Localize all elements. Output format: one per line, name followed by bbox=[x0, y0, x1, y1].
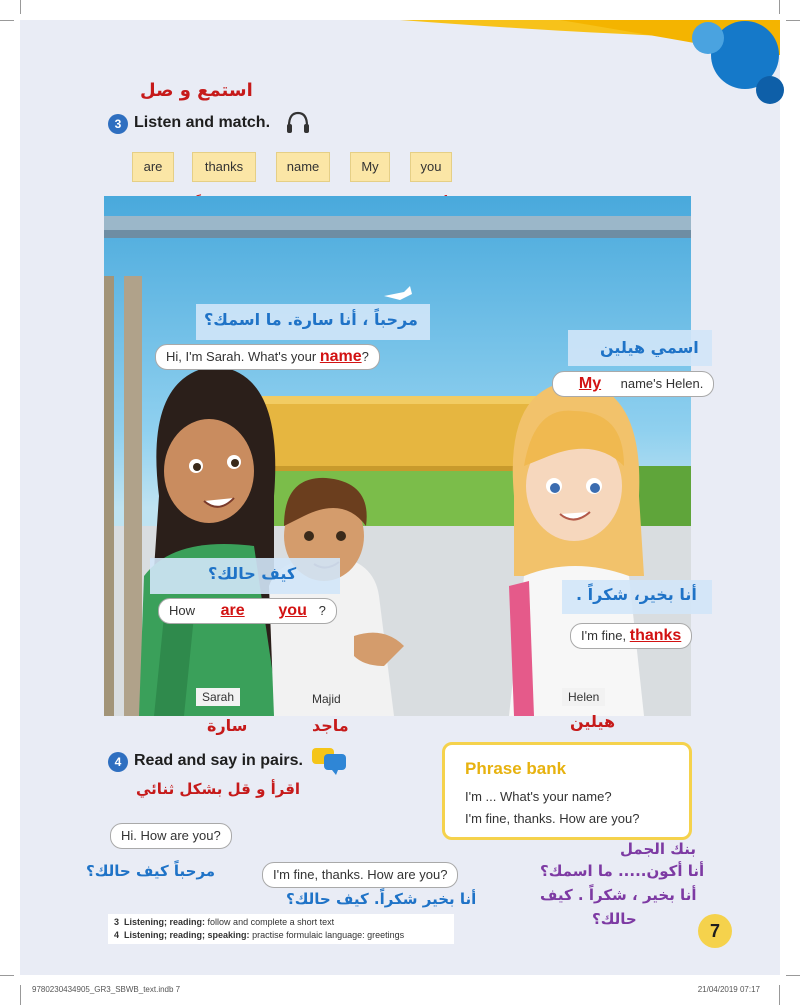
footer-file: 9780230434905_GR3_SBWB_text.indb 7 bbox=[32, 985, 181, 994]
helen2-bubble-arabic: أنا بخير، شكراً . bbox=[576, 585, 697, 604]
name-arabic-majid: ماجد bbox=[312, 716, 349, 735]
teacher-notes bbox=[108, 914, 454, 944]
phrase-bank-arabic-line: حالك؟ bbox=[592, 910, 637, 928]
note-text: practise formulaic language: greetings bbox=[252, 930, 405, 940]
pair-bubble-1: Hi. How are you? bbox=[110, 823, 232, 849]
helen-bubble-arabic: اسمي هيلين bbox=[600, 338, 699, 357]
exercise4-arabic: اقرأ و قل بشكل ثنائي bbox=[136, 780, 301, 798]
helen-bubble-text: name's Helen. bbox=[620, 376, 704, 391]
crop-mark bbox=[20, 985, 21, 1005]
helen-speech-bubble bbox=[552, 371, 714, 397]
answer-blank: thanks bbox=[629, 627, 682, 644]
pair-bubble-2: I'm fine, thanks. How are you? bbox=[262, 862, 458, 888]
phrase-bank-line: I'm fine, thanks. How are you? bbox=[465, 811, 640, 826]
headphones-icon bbox=[284, 108, 312, 136]
name-label-helen: Helen bbox=[562, 688, 605, 706]
sarah-bubble-arabic: مرحباً ، أنا سارة. ما اسمك؟ bbox=[204, 310, 418, 329]
sarah-bubble-text: Hi, I'm Sarah. What's your bbox=[166, 349, 317, 364]
phrase-bank-title: Phrase bank bbox=[465, 759, 567, 778]
note-number: 3 bbox=[114, 917, 120, 927]
sarah-speech-bubble bbox=[155, 344, 380, 370]
name-arabic-helen: هيلين bbox=[570, 712, 616, 731]
phrase-bank-arabic-line: أنا بخير ، شكراً . كيف bbox=[540, 886, 697, 904]
note-skill: Listening; reading: bbox=[124, 917, 206, 927]
pair-bubble-1-arabic: مرحباً كيف حالك؟ bbox=[86, 862, 216, 880]
pair-bubble-2-arabic: أنا بخير شكراً. كيف حالك؟ bbox=[286, 890, 477, 908]
majid-speech-bubble bbox=[158, 598, 337, 624]
word-card: are bbox=[132, 152, 174, 182]
note-skill: Listening; reading; speaking: bbox=[124, 930, 250, 940]
exercise-number: 4 bbox=[108, 752, 128, 772]
word-card: My bbox=[350, 152, 390, 182]
exercise-title: Read and say in pairs. bbox=[134, 752, 303, 769]
majid-bubble-text: How bbox=[169, 603, 196, 618]
top-decoration bbox=[0, 0, 800, 110]
name-label-majid: Majid bbox=[306, 690, 347, 708]
helen2-speech-bubble bbox=[570, 623, 692, 649]
exercise-title: Listen and match. bbox=[134, 114, 271, 131]
word-card: thanks bbox=[192, 152, 256, 182]
crop-mark bbox=[786, 975, 800, 976]
name-label-sarah: Sarah bbox=[196, 688, 240, 706]
answer-blank: are bbox=[220, 602, 245, 619]
speech-bubbles-icon bbox=[310, 746, 350, 776]
note-number: 4 bbox=[114, 930, 120, 940]
bubble-end: ? bbox=[361, 349, 369, 364]
phrase-bank-arabic-line: أنا أكون..... ما اسمك؟ bbox=[540, 862, 705, 880]
page-number: 7 bbox=[698, 914, 732, 948]
word-card: you bbox=[410, 152, 452, 182]
answer-blank: My bbox=[578, 375, 602, 392]
title-arabic: استمع و صل bbox=[140, 80, 253, 101]
answer-blank: you bbox=[278, 602, 307, 619]
word-card: name bbox=[276, 152, 330, 182]
note-text: follow and complete a short text bbox=[207, 917, 335, 927]
answer-blank: name bbox=[319, 348, 362, 365]
majid-bubble-arabic: كيف حالك؟ bbox=[208, 564, 297, 583]
helen2-bubble-text: I'm fine, bbox=[581, 628, 627, 643]
phrase-bank-arabic-title: بنك الجمل bbox=[620, 840, 696, 858]
bubble-end: ? bbox=[318, 603, 326, 618]
phrase-bank-box bbox=[442, 742, 692, 840]
exercise-number: 3 bbox=[108, 114, 128, 134]
name-arabic-sarah: سارة bbox=[207, 716, 248, 735]
crop-mark bbox=[779, 985, 780, 1005]
phrase-bank-line: I'm ... What's your name? bbox=[465, 789, 612, 804]
footer-date: 21/04/2019 07:17 bbox=[697, 985, 760, 994]
crop-mark bbox=[0, 975, 14, 976]
